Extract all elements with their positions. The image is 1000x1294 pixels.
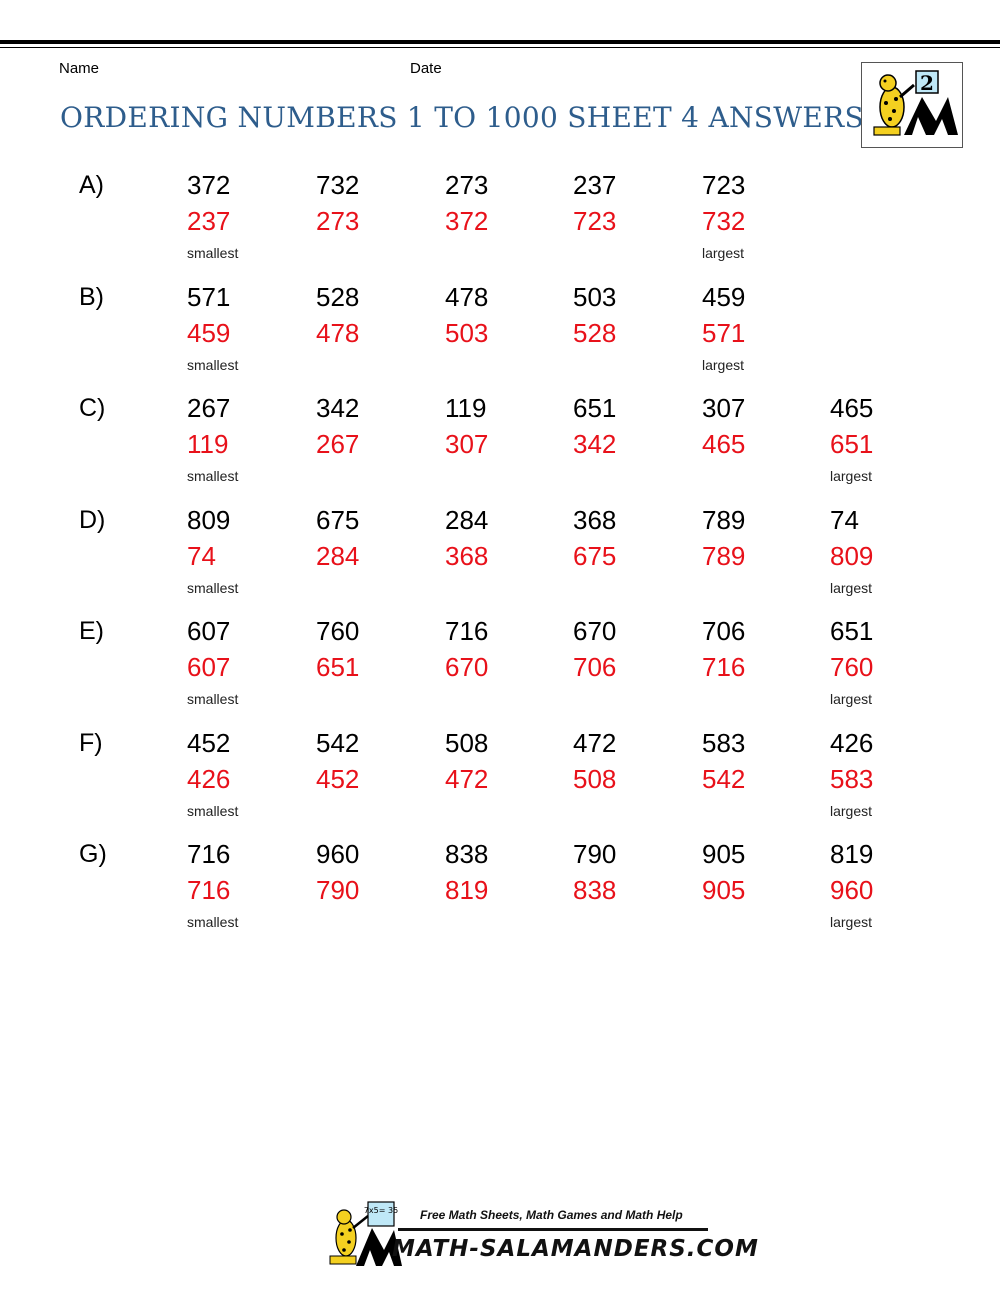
answer-number: 237	[187, 206, 231, 236]
footer-sign-text: 7x5= 35	[363, 1206, 399, 1215]
answer-number: 760	[830, 652, 874, 682]
given-number: 452	[187, 728, 231, 758]
given-number: 273	[445, 170, 489, 200]
problem-label: E)	[79, 617, 104, 645]
given-number: 651	[830, 616, 874, 646]
problem-f	[0, 728, 1000, 828]
given-number: 503	[573, 282, 617, 312]
answer-number: 342	[573, 429, 617, 459]
answer-number: 459	[187, 318, 231, 348]
given-number: 675	[316, 505, 360, 535]
answer-number: 789	[702, 541, 746, 571]
given-number: 819	[830, 839, 874, 869]
problem-g	[0, 839, 1000, 939]
given-number: 583	[702, 728, 746, 758]
given-number: 760	[316, 616, 360, 646]
given-number: 119	[445, 393, 487, 423]
answer-number: 503	[445, 318, 489, 348]
given-number: 267	[187, 393, 231, 423]
logo-digit: 2	[920, 71, 934, 95]
given-number: 74	[830, 505, 859, 535]
given-number: 905	[702, 839, 746, 869]
answer-number: 372	[445, 206, 489, 236]
largest-note: largest	[702, 245, 745, 261]
problem-c	[0, 393, 1000, 493]
given-number: 670	[573, 616, 617, 646]
answer-number: 426	[187, 764, 231, 794]
problem-label: G)	[79, 840, 107, 868]
answer-number: 723	[573, 206, 617, 236]
given-number: 723	[702, 170, 746, 200]
footer-divider	[398, 1228, 708, 1231]
top-rule-thin	[0, 47, 1000, 48]
smallest-note: smallest	[187, 803, 239, 819]
given-number: 478	[445, 282, 489, 312]
answer-number: 307	[445, 429, 489, 459]
smallest-note: smallest	[187, 468, 239, 484]
given-number: 651	[573, 393, 617, 423]
given-number: 571	[187, 282, 231, 312]
answer-number: 790	[316, 875, 360, 905]
given-number: 459	[702, 282, 746, 312]
problem-label: A)	[79, 171, 104, 199]
given-number: 426	[830, 728, 874, 758]
page-title: ORDERING NUMBERS 1 TO 1000 SHEET 4 ANSWERS	[60, 101, 864, 134]
given-number: 542	[316, 728, 360, 758]
given-number: 838	[445, 839, 489, 869]
answer-number: 583	[830, 764, 874, 794]
answer-number: 651	[316, 652, 360, 682]
name-label: Name	[59, 60, 100, 77]
answer-number: 960	[830, 875, 874, 905]
largest-note: largest	[830, 914, 873, 930]
problem-b	[0, 282, 1000, 382]
answer-number: 267	[316, 429, 360, 459]
answer-number: 905	[702, 875, 746, 905]
footer-tagline: Free Math Sheets, Math Games and Math Help	[420, 1208, 683, 1222]
answer-number: 284	[316, 541, 360, 571]
largest-note: largest	[830, 580, 873, 596]
given-number: 368	[573, 505, 617, 535]
footer-brand: MATH-SALAMANDERS.COM	[392, 1236, 759, 1262]
smallest-note: smallest	[187, 914, 239, 930]
given-number: 472	[573, 728, 617, 758]
problem-d	[0, 505, 1000, 605]
answer-number: 452	[316, 764, 360, 794]
salamander-logo	[861, 62, 963, 148]
problem-label: C)	[79, 394, 106, 422]
given-number: 732	[316, 170, 360, 200]
answer-number: 368	[445, 541, 489, 571]
given-number: 237	[573, 170, 617, 200]
given-number: 284	[445, 505, 489, 535]
answer-number: 651	[830, 429, 874, 459]
given-number: 790	[573, 839, 617, 869]
answer-number: 508	[573, 764, 617, 794]
given-number: 607	[187, 616, 231, 646]
answer-number: 465	[702, 429, 746, 459]
answer-number: 716	[702, 652, 746, 682]
answer-number: 670	[445, 652, 489, 682]
answer-number: 732	[702, 206, 746, 236]
answer-number: 607	[187, 652, 231, 682]
given-number: 789	[702, 505, 746, 535]
answer-number: 273	[316, 206, 360, 236]
answer-number: 809	[830, 541, 874, 571]
problem-label: B)	[79, 283, 104, 311]
answer-number: 706	[573, 652, 617, 682]
largest-note: largest	[830, 803, 873, 819]
given-number: 716	[445, 616, 489, 646]
largest-note: largest	[830, 468, 873, 484]
answer-number: 478	[316, 318, 360, 348]
answer-number: 74	[187, 541, 216, 571]
problem-label: F)	[79, 729, 103, 757]
given-number: 372	[187, 170, 231, 200]
largest-note: largest	[830, 691, 873, 707]
problem-a	[0, 170, 1000, 270]
smallest-note: smallest	[187, 357, 239, 373]
answer-number: 675	[573, 541, 617, 571]
problem-e	[0, 616, 1000, 716]
answer-number: 819	[445, 875, 489, 905]
given-number: 809	[187, 505, 231, 535]
given-number: 342	[316, 393, 360, 423]
top-rule	[0, 40, 1000, 44]
given-number: 960	[316, 839, 360, 869]
given-number: 465	[830, 393, 874, 423]
answer-number: 528	[573, 318, 617, 348]
given-number: 307	[702, 393, 746, 423]
answer-number: 571	[702, 318, 746, 348]
given-number: 528	[316, 282, 360, 312]
smallest-note: smallest	[187, 245, 239, 261]
answer-number: 838	[573, 875, 617, 905]
given-number: 508	[445, 728, 489, 758]
answer-number: 472	[445, 764, 489, 794]
date-label: Date	[410, 60, 442, 77]
answer-number: 542	[702, 764, 746, 794]
answer-number: 716	[187, 875, 231, 905]
problem-label: D)	[79, 506, 106, 534]
smallest-note: smallest	[187, 691, 239, 707]
given-number: 716	[187, 839, 231, 869]
smallest-note: smallest	[187, 580, 239, 596]
answer-number: 119	[187, 429, 229, 459]
largest-note: largest	[702, 357, 745, 373]
given-number: 706	[702, 616, 746, 646]
